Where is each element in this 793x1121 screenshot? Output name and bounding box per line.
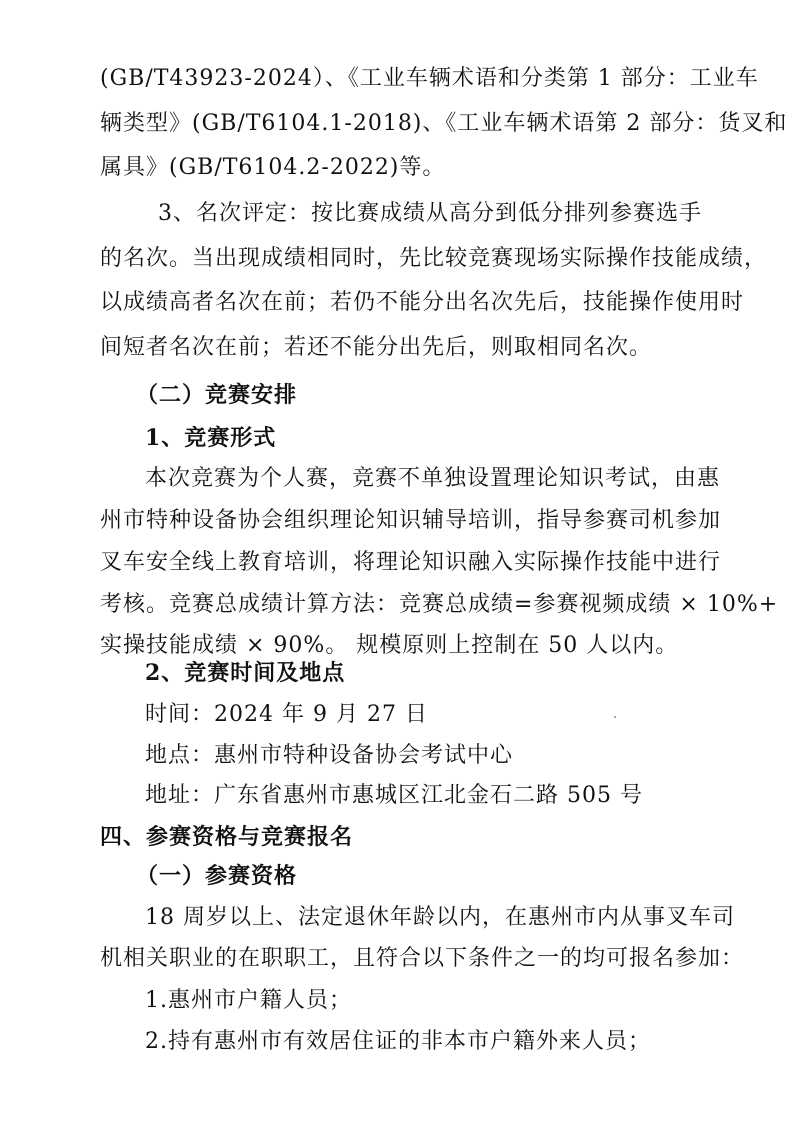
paragraph-line: 18 周岁以上、法定退休年龄以内，在惠州市内从事叉车司 (145, 905, 735, 930)
paragraph-line: 机相关职业的在职职工，且符合以下条件之一的均可报名参加： (100, 946, 745, 971)
event-time: 时间：2024 年 9 月 27 日 (145, 702, 428, 727)
scan-speck (614, 716, 616, 718)
paragraph-line: 实操技能成绩 × 90%。 规模原则上控制在 50 人以内。 (100, 633, 679, 658)
section-heading-eligibility-registration: 四、参赛资格与竞赛报名 (100, 824, 354, 850)
subsection-heading-time-place: 2、竞赛时间及地点 (145, 660, 346, 686)
list-item-ranking: 3、名次评定：按比赛成绩从高分到低分排列参赛选手 (158, 201, 702, 226)
list-item-condition-2: 2.持有惠州市有效居住证的非本市户籍外来人员； (145, 1029, 651, 1054)
subsection-heading-format: 1、竞赛形式 (145, 425, 277, 451)
subsection-heading-eligibility: （一）参赛资格 (136, 863, 298, 889)
paragraph-line: 属具》(GB/T6104.2-2022)等。 (100, 155, 446, 180)
list-item-condition-1: 1.惠州市户籍人员； (145, 988, 352, 1013)
paragraph-line: 间短者名次在前；若还不能分出先后，则取相同名次。 (100, 335, 653, 360)
paragraph-line: 的名次。当出现成绩相同时，先比较竞赛现场实际操作技能成绩， (100, 246, 768, 271)
section-heading-competition-arrangement: （二）竞赛安排 (136, 382, 298, 408)
paragraph-line: 本次竞赛为个人赛，竞赛不单独设置理论知识考试，由惠 (145, 466, 721, 491)
event-venue: 地点：惠州市特种设备协会考试中心 (145, 743, 514, 768)
paragraph-line: 考核。竞赛总成绩计算方法：竞赛总成绩=参赛视频成绩 × 10%+ (100, 592, 779, 617)
paragraph-line: 辆类型》(GB/T6104.1-2018)、《工业车辆术语第 2 部分：货叉和 (100, 111, 788, 136)
paragraph-line: 叉车安全线上教育培训，将理论知识融入实际操作技能中进行 (100, 550, 722, 575)
paragraph-line: 州市特种设备协会组织理论知识辅导培训，指导参赛司机参加 (100, 508, 722, 533)
paragraph-line: 以成绩高者名次在前；若仍不能分出名次先后，技能操作使用时 (100, 290, 745, 315)
event-address: 地址：广东省惠州市惠城区江北金石二路 505 号 (145, 783, 643, 808)
paragraph-line: (GB/T43923-2024）、《工业车辆术语和分类第 1 部分：工业车 (100, 66, 759, 91)
